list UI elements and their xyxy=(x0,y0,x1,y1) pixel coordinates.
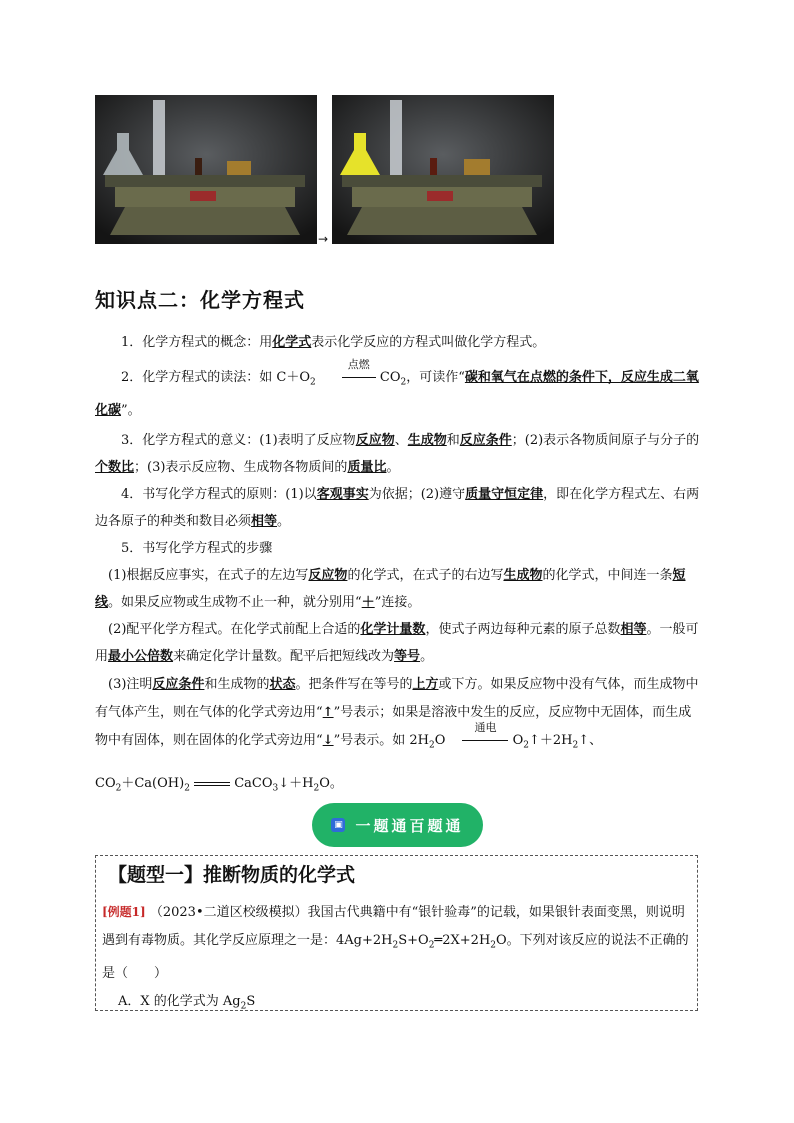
step-3: (3)注明反应条件和生成物的状态。把条件写在等号的上方或下方。如果反应物中没有气体，而生成物中有气体产生，则在气体的化学式旁边用“↑”号表示；如果是溶液中发生的反应，反应物中无固体，而生成物中有固体，则在固体的化学式旁边用“↓”号表示。如 $2H_2O$ 通电 $O_2↑+2H_2↑$、 xyxy=(95,671,701,760)
equation-limewater: $CO_2+Ca(OH)_2$ $CaCO_3↓+H_2O$。 xyxy=(95,776,343,794)
question-type-title: 【题型一】推断物质的化学式 xyxy=(108,864,356,886)
point-5: 5．书写化学方程式的步骤 xyxy=(121,541,273,556)
point-4: 4．书写化学方程式的原则：(1)以客观事实为依据；(2)遵守质量守恒定律，即在化学方程式左、右两边各原子的种类和数目必须相等。 xyxy=(95,487,700,529)
question-box xyxy=(95,855,698,1011)
point-3: 3．化学方程式的意义：(1)表明了反应物反应物、生成物和反应条件；(2)表示各物质间原子与分子的个数比；(3)表示反应物、生成物各物质间的质量比。 xyxy=(95,433,700,475)
step-1: (1)根据反应事实，在式子的左边写反应物的化学式，在式子的右边写生成物的化学式，中间连一条短线。如果反应物或生成物不止一种，就分别用“＋”连接。 xyxy=(95,568,686,610)
transition-arrow: → xyxy=(318,232,329,246)
balance-photo-after xyxy=(332,95,554,244)
equals-sign xyxy=(194,782,230,786)
point-2: 2．化学方程式的读法：如 $C+O_2$ 点燃 $CO_2$，可读作“碳和氧气在点燃的条件下，反应生成二氧化碳”。 xyxy=(95,358,699,418)
condition-electrolysis: 通电 xyxy=(449,727,508,755)
section-heading: 知识点二：化学方程式 xyxy=(95,288,305,312)
banner-label: 一题通百题通 xyxy=(355,816,464,835)
practice-banner[interactable] xyxy=(312,803,483,847)
step-2: (2)配平化学方程式。在化学式前配上合适的化学计量数，使式子两边每种元素的原子总数相等。一般可用最小公倍数来确定化学计量数。配平后把短线改为等号。 xyxy=(95,622,699,664)
point-1: 1．化学方程式的概念：用化学式表示化学反应的方程式叫做化学方程式。 xyxy=(121,335,546,350)
example-tag: [例题1] xyxy=(102,905,146,919)
option-a[interactable]: A．X 的化学式为 $Ag_2S$ xyxy=(118,993,256,1012)
example-question: [例题1] （2023•二道区校级模拟）我国古代典籍中有“银针验毒”的记载，如果银针表面变黑，则说明遇到有毒物质。其化学反应原理之一是：$4Ag+2H_2S+O_2═2X+2H_2O$。下列对该反应的说法不正确的是（ ） A．X 的化学式为 $Ag_2S$ xyxy=(102,898,690,1020)
balance-photo-before xyxy=(95,95,317,244)
practice-icon: ▣ xyxy=(331,818,345,832)
condition-ignite: 点燃 xyxy=(316,364,376,391)
